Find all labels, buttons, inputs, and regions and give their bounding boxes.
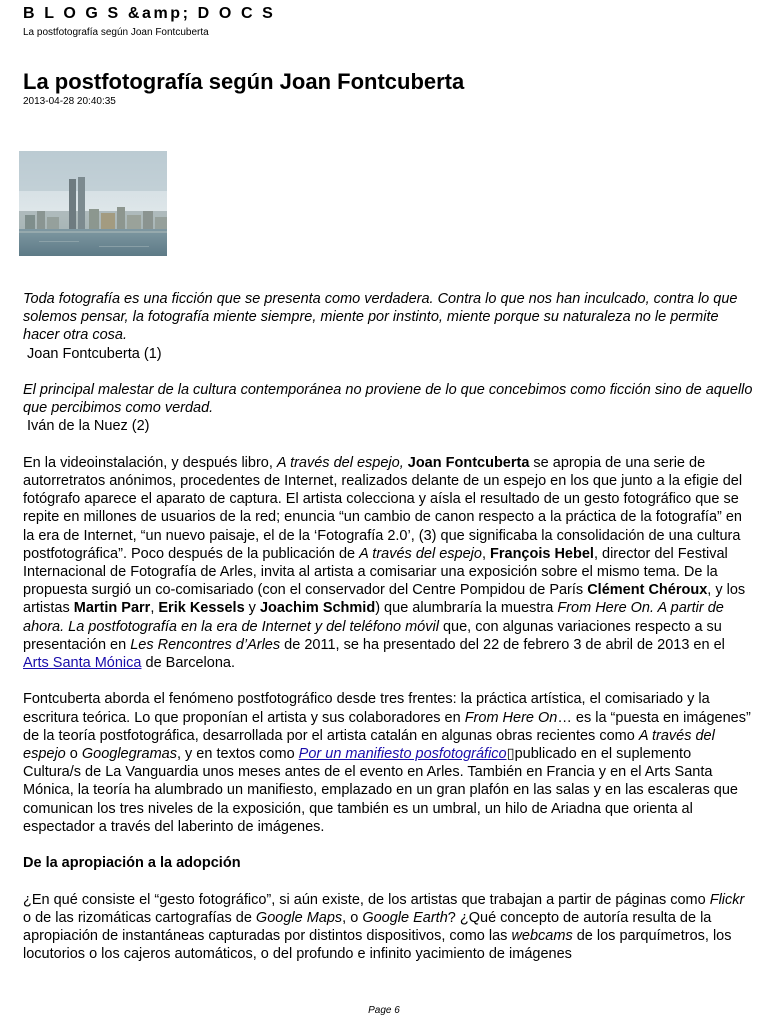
post-title: La postfotografía según Joan Fontcuberta <box>23 69 465 94</box>
epigraph-2 <box>23 381 753 436</box>
quote-text: El principal malestar de la cultura contemporánea no proviene de lo que concebimos como ficción sino de aquello que percibimos como verdad. <box>23 382 753 417</box>
paragraph-2: Fontcuberta aborda el fenómeno postfotográfico desde tres frentes: la práctica artística, el comisariado y la escritura teórica. Lo que proponían el artista y sus colaboradores en From Here On… es la “puesta en imágenes” de la teoría postfotográfica, desarrollada por el artista catalán en algunas obras recientes como A través del espejo o Googlegramas, y en textos como Por un manifiesto posfotográfico▯publicado en el suplemento Cultura/s de La Vanguardia unos meses antes de el evento en Arles. También en Francia y en el Arts Santa Mónica, la teoría ha alumbrado un manifiesto, emplazado en un gran plafón en las salas y en las escaleras que comunican los tres niveles de la exposición, que también es un umbral, un hilo de Ariadna que orienta al espectador a través del laberinto de imágenes. <box>23 691 751 835</box>
manifiesto-link[interactable]: Por un manifiesto posfotográfico <box>298 746 507 763</box>
site-title[interactable]: B L O G S &amp; D O C S <box>23 5 276 22</box>
section-heading: De la apropiación a la adopción <box>23 855 241 872</box>
site-subtitle: La postfotografía según Joan Fontcuberta <box>23 27 209 38</box>
city-skyline-image <box>19 151 167 256</box>
quote-text: Toda fotografía es una ficción que se presenta como verdadera. Contra lo que nos han inculcado, contra lo que solemos pensar, la fotografía miente siempre, miente por instinto, miente porque su naturaleza no le permite hacer otra cosa. <box>23 291 738 344</box>
paragraph-1: En la videoinstalación, y después libro, A través del espejo, Joan Fontcuberta se apropia de una serie de autorretratos anónimos, procedentes de Internet, realizados delante de un espejo en los que junto a la efigie del fotógrafo aparece el aparato de captura. El artista colecciona y aísla el resultado de un gesto fotográfico que se repite en millones de usuarios de la red; enuncia “un cambio de canon respecto a la práctica de la fotografía” en la era de Internet, “un nuevo paisaje, el de la ‘Fotografía 2.0’, (3) que significaba la consolidación de una cultura postfotográfica”. Poco después de la publicación de A través del espejo, François Hebel, director del Festival Internacional de Fotografía de Arles, invita al artista a comisariar una exposición sobre el mismo tema. De la propuesta surgió un co-comisariado (con el conservador del Centre Pompidou de París Clément Chéroux, y los artistas Martin Parr, Erik Kessels y Joachim Schmid) que alumbraría la muestra From Here On. A partir de ahora. La postfotografía en la era de Internet y del teléfono móvil que, con algunas variaciones respecto a su presentación en Les Rencontres d’Arles de 2011, se ha presentado del 22 de febrero 3 de abril de 2013 en el Arts Santa Mónica de Barcelona. <box>23 454 746 672</box>
quote-attribution: Iván de la Nuez (2) <box>27 418 150 435</box>
arts-santa-monica-link[interactable]: Arts Santa Mónica <box>23 655 142 672</box>
article-body <box>23 290 753 982</box>
epigraph-1 <box>23 290 753 363</box>
quote-attribution: Joan Fontcuberta (1) <box>27 345 162 362</box>
paragraph-3: ¿En qué consiste el “gesto fotográfico”, si aún existe, de los artistas que trabajan a partir de páginas como Flickr o de las rizomáticas cartografías de Google Maps, o Google Earth? ¿Qué concepto de autoría resulta de la apropiación de instantáneas capturadas por distintos dispositivos, como las webcams de los parquímetros, los locutorios o los cajeros automáticos, o del profundo e infinito yacimiento de imágenes <box>23 891 745 963</box>
page-number: Page 6 <box>368 1005 400 1016</box>
post-date: 2013-04-28 20:40:35 <box>23 96 116 107</box>
